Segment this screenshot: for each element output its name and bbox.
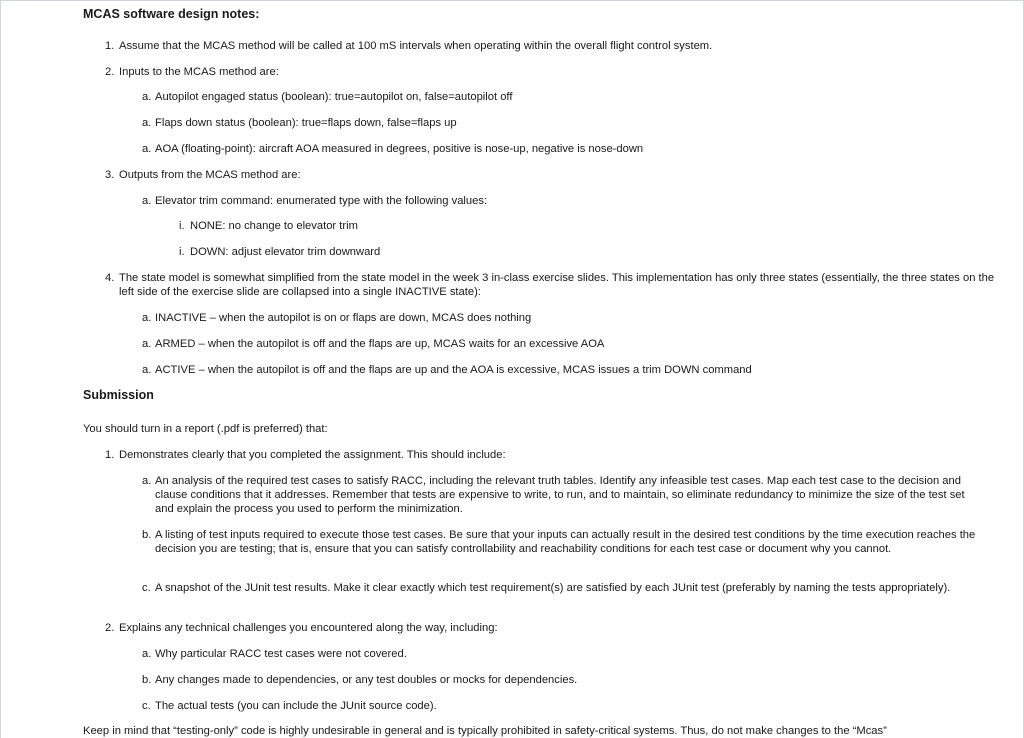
list-number: 1. [105, 449, 115, 461]
list-letter: c. [142, 700, 151, 712]
list-item: The state model is somewhat simplified from the state model in the week 3 in-class exercise slides. This implementation has only three states (essentially, the three states on the left side of the exercise slide are collapsed into a single INACTIVE state): [119, 272, 995, 298]
list-letter: a. [142, 648, 152, 660]
notes-heading: MCAS software design notes: [83, 7, 260, 21]
list-number: 1. [105, 40, 115, 52]
list-letter: a. [142, 475, 152, 487]
list-item: Why particular RACC test cases were not covered. [155, 648, 407, 660]
list-roman: i. [179, 246, 185, 258]
submission-heading: Submission [83, 388, 154, 402]
list-roman: i. [179, 220, 185, 232]
list-letter: b. [142, 529, 152, 541]
list-item: ARMED – when the autopilot is off and the flaps are up, MCAS waits for an excessive AOA [155, 338, 605, 350]
list-letter: a. [142, 117, 152, 129]
list-item: INACTIVE – when the autopilot is on or flaps are down, MCAS does nothing [155, 312, 532, 324]
list-letter: a. [142, 143, 152, 155]
list-item: An analysis of the required test cases to satisfy RACC, including the relevant truth tables. Identify any infeasible test cases. Map each test case to the decision and clause conditions that it addresses. Remember that tests are expensive to write, to run, and to maintain, so eliminate redundancy to minimize the size of the test set and explain the process you used to perform the minimization. [155, 475, 965, 515]
submission-intro: You should turn in a report (.pdf is preferred) that: [83, 423, 328, 435]
list-item: Flaps down status (boolean): true=flaps down, false=flaps up [155, 117, 457, 129]
list-number: 2. [105, 66, 115, 78]
list-item: A listing of test inputs required to execute those test cases. Be sure that your inputs can actually result in the desired test conditions by the time execution reaches the decision you are testing; that is, ensure that you can satisfy controllability and reachability conditions for each test case or document why you cannot. [155, 529, 976, 555]
list-item: Elevator trim command: enumerated type with the following values: [155, 195, 488, 207]
list-item: The actual tests (you can include the JUnit source code). [155, 700, 437, 712]
list-number: 2. [105, 622, 115, 634]
list-item: Any changes made to dependencies, or any test doubles or mocks for dependencies. [155, 674, 578, 686]
list-item: Demonstrates clearly that you completed the assignment. This should include: [119, 449, 506, 461]
closing-paragraph: Keep in mind that “testing-only” code is highly undesirable in general and is typically prohibited in safety-critical systems. Thus, do not make changes to the “Mcas” [83, 725, 887, 737]
list-letter: a. [142, 91, 152, 103]
list-item: Explains any technical challenges you encountered along the way, including: [119, 622, 498, 634]
list-number: 4. [105, 272, 115, 284]
list-item: Assume that the MCAS method will be called at 100 mS intervals when operating within the overall flight control system. [119, 40, 713, 52]
list-item: Inputs to the MCAS method are: [119, 66, 279, 78]
list-item: NONE: no change to elevator trim [190, 220, 358, 232]
list-letter: a. [142, 195, 152, 207]
list-item: AOA (floating-point): aircraft AOA measured in degrees, positive is nose-up, negative is nose-down [155, 143, 644, 155]
list-number: 3. [105, 169, 115, 181]
list-letter: b. [142, 674, 152, 686]
list-item: DOWN: adjust elevator trim downward [190, 246, 381, 258]
list-item: ACTIVE – when the autopilot is off and the flaps are up and the AOA is excessive, MCAS issues a trim DOWN command [155, 364, 752, 376]
list-letter: c. [142, 582, 151, 594]
list-letter: a. [142, 364, 152, 376]
list-item: A snapshot of the JUnit test results. Make it clear exactly which test requirement(s) are satisfied by each JUnit test (preferably by naming the tests appropriately). [155, 582, 951, 594]
list-letter: a. [142, 338, 152, 350]
list-item: Autopilot engaged status (boolean): true=autopilot on, false=autopilot off [155, 91, 513, 103]
list-letter: a. [142, 312, 152, 324]
list-item: Outputs from the MCAS method are: [119, 169, 301, 181]
